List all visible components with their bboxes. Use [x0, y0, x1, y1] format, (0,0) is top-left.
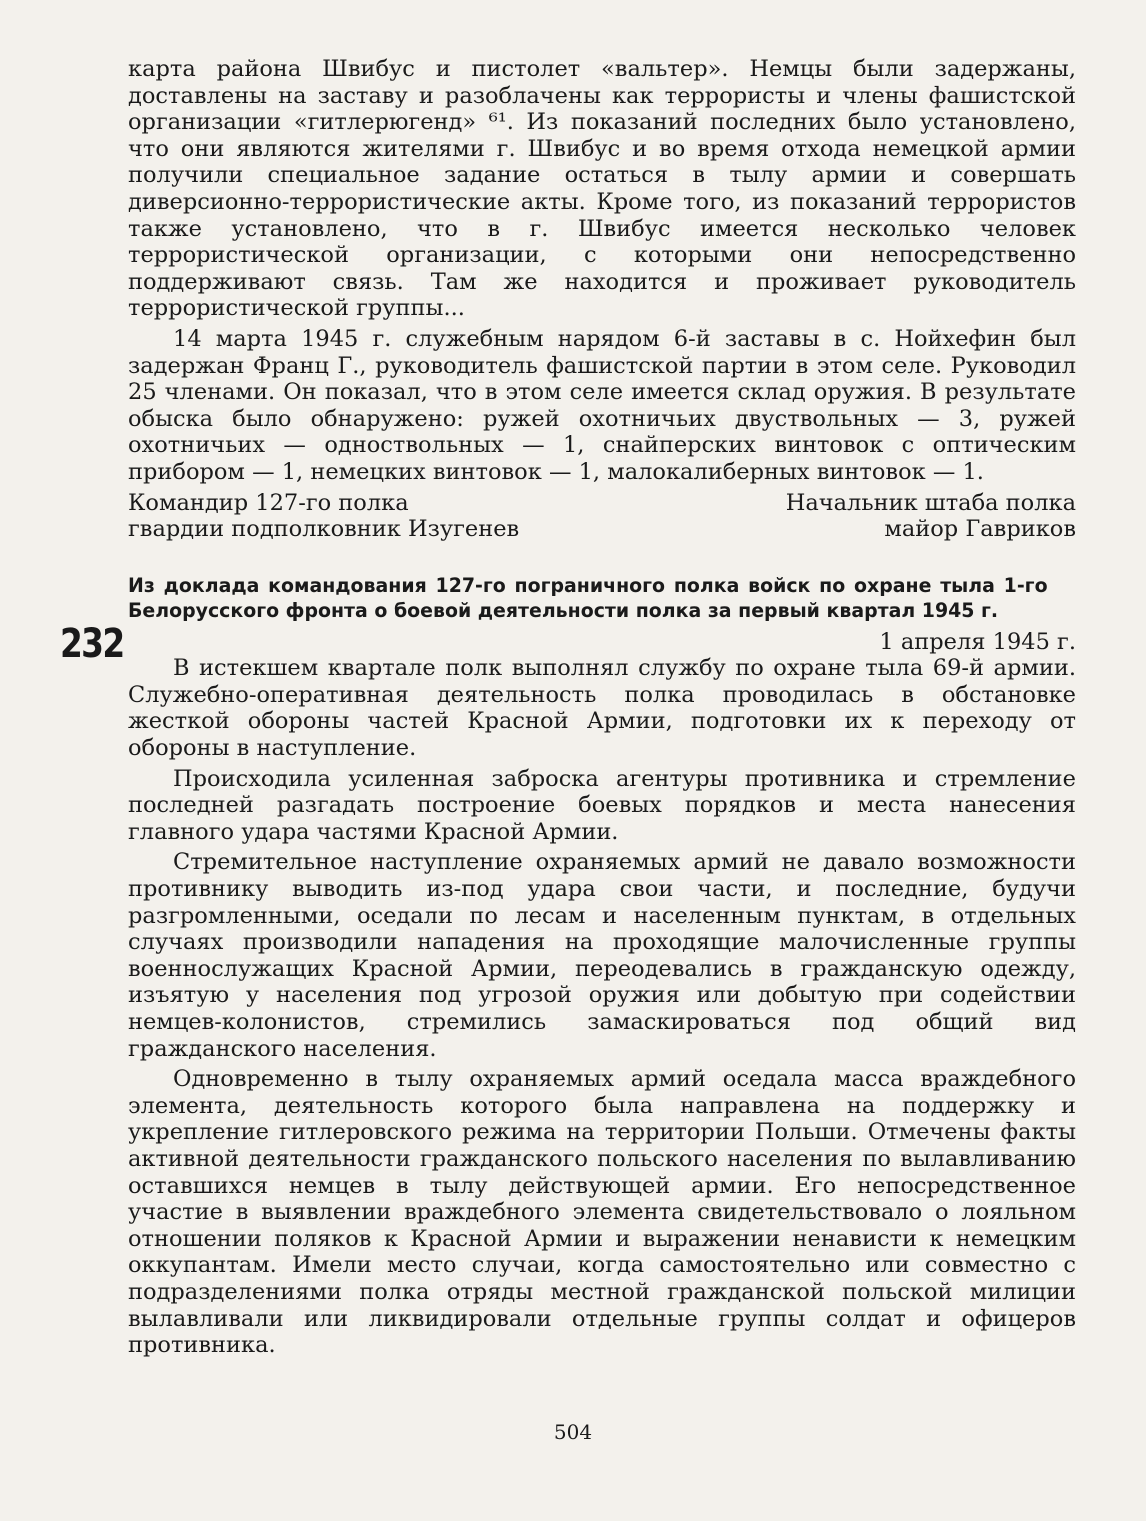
signature-block: [128, 490, 1076, 543]
document-number: 232: [60, 621, 124, 667]
document-heading: Из доклада командования 127-го пограничного полка войск по охране тыла 1-го Белорусского фронта о боевой деятельности полка за первый квартал 1945 г.: [128, 573, 1048, 622]
doc-paragraph-2: Происходила усиленная заброска агентуры противника и стремление последней разгадать построение боевых порядков и места нанесения главного удара частями Красной Армии.: [128, 765, 1076, 845]
text-column: [128, 56, 1076, 1359]
signature-right-title: Начальник штаба полка: [785, 489, 1076, 516]
document-date: 1 апреля 1945 г.: [879, 628, 1076, 655]
doc-paragraph-1: В истекшем квартале полк выполнял службу по охране тыла 69-й армии. Служебно-оперативная деятельность полка проводилась в обстановке жесткой обороны частей Красной Армии, подготовки их к переходу от обороны в наступление.: [128, 655, 1076, 762]
signature-left-name: гвардии подполковник Изугенев: [128, 516, 520, 543]
signature-right-name: майор Гавриков: [884, 516, 1076, 543]
signature-left: [128, 490, 519, 543]
paragraph-march-14: 14 марта 1945 г. служебным нарядом 6-й заставы в с. Нойхефин был задержан Франц Г., руководитель фашистской партии в этом селе. Руководил 25 членами. Он показал, что в этом селе имеется склад оружия. В результате обыска было обнаружено: ружей охотничьих двуствольных — 3, ружей охотничьих — одноствольных — 1, снайперских винтовок с оптическим прибором — 1, немецких винтовок — 1, малокалиберных винтовок — 1.: [128, 325, 1076, 485]
signature-right: [786, 490, 1076, 543]
doc-paragraph-4: Одновременно в тылу охраняемых армий оседала масса враждебного элемента, деятельность которого была направлена на поддержку и укрепление гитлеровского режима на территории Польши. Отмечены факты активной деятельности гражданского польского населения по вылавливанию оставшихся немцев в тылу действующей армии. Его непосредственное участие в выявлении враждебного элемента свидетельствовало о лояльном отношении поляков к Красной Армии и выражении ненависти к немецким оккупантам. Имели место случаи, когда самостоятельно или совместно с подразделениями полка отряды местной гражданской польской милиции вылавливали или ликвидировали отдельные группы солдат и офицеров противника.: [128, 1066, 1076, 1359]
doc-paragraph-3: Стремительное наступление охраняемых армий не давало возможности противнику выводить из-под удара свои части, и последние, будучи разгромленными, оседали по лесам и населенным пунктам, в отдельных случаях производили нападения на проходящие малочисленные группы военнослужащих Красной Армии, переодевались в гражданскую одежду, изъятую у населения под угрозой оружия или добытую при содействии немцев-колонистов, стремились замаскироваться под общий вид гражданского населения.: [128, 849, 1076, 1062]
continuation-paragraph: карта района Швибус и пистолет «вальтер». Немцы были задержаны, доставлены на заставу и разоблачены как террористы и члены фашистской организации «гитлерюгенд» ⁶¹. Из показаний последних было установлено, что они являются жителями г. Швибус и во время отхода немецкой армии получили специальное задание остаться в тылу армии и совершать диверсионно-террористические акты. Кроме того, из показаний террористов также установлено, что в г. Швибус имеется несколько человек террористической организации, с которыми они непосредственно поддерживают связь. Там же находится и проживает руководитель террористической группы...: [128, 56, 1076, 322]
signature-left-title: Командир 127-го полка: [128, 489, 409, 516]
page-number: 504: [553, 1420, 593, 1444]
